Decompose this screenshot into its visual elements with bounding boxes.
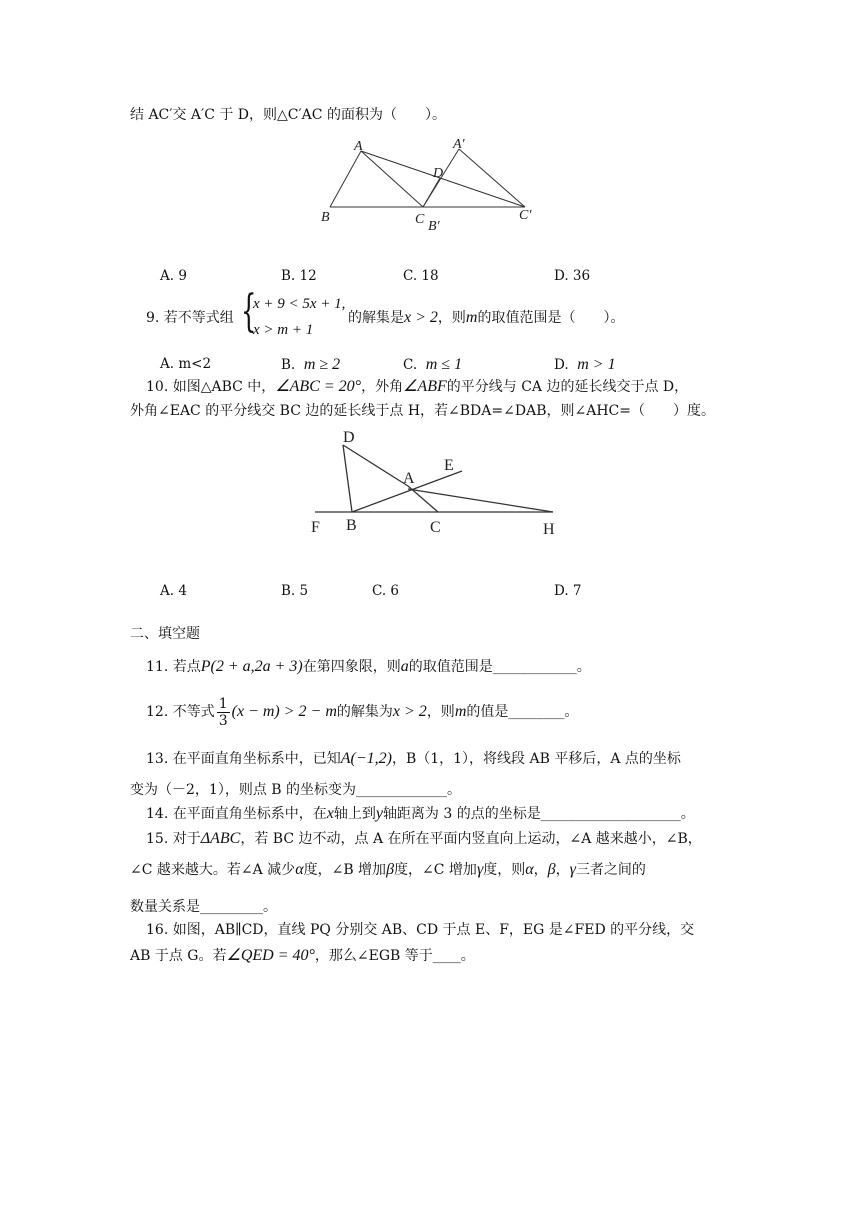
q9-brace: {: [241, 286, 257, 337]
q9-option-c: C. m ≤ 1: [403, 356, 463, 373]
q9-suffix-b: 的取值范围是（ ）。: [477, 310, 625, 326]
fig1-label-a: A: [354, 139, 363, 154]
q12: 12. 不等式 $\frac{1}{3}$ (x − m) > 2 − m的解集为x > 2，则m的值是________。: [146, 695, 579, 729]
fig1-label-c-prime: C′: [519, 208, 532, 223]
q8-option-c: C. 18: [403, 268, 439, 284]
fig1-label-b-prime: B′: [428, 219, 440, 234]
q9-option-b: B. m ≥ 2: [281, 356, 341, 373]
q15-line1: 15. 对于ΔABC，若 BC 边不动，点 A 在所在平面内竖直向上运动，∠A 越来越小，∠B，: [146, 830, 702, 847]
fig2-label-a: A: [403, 470, 415, 487]
q10-option-d: D. 7: [554, 583, 582, 599]
q11: 11. 若点P(2 + a,2a + 3)在第四象限，则a的取值范围是____________。: [146, 658, 591, 675]
q9-suffix-a: ，则: [437, 310, 466, 326]
q9-option-d: D. m > 1: [554, 356, 616, 373]
fig1-label-d: D: [433, 166, 444, 181]
q15-line2: ∠C 越来越大。若∠A 减少α度，∠B 增加β度，∠C 增加γ度，则α，β，γ三者之间的: [130, 861, 646, 878]
q16-line2: AB 于点 G。若∠QED = 40°，那么∠EGB 等于____。: [130, 947, 475, 964]
q9-mid: 的解集是: [348, 310, 404, 326]
fig2-label-h: H: [543, 521, 555, 538]
q8-option-a: A. 9: [160, 268, 187, 284]
figure-q10: [305, 425, 575, 545]
section-heading-fill-in: 二、填空题: [130, 626, 200, 642]
q9-option-a: A. m<2: [160, 356, 212, 372]
fig1-label-a-prime: A′: [453, 137, 465, 152]
fig2-label-f: F: [311, 519, 320, 536]
q8-option-d: D. 36: [554, 268, 591, 284]
q9-ineq2: x > m + 1: [253, 322, 314, 338]
q9-body: [348, 308, 624, 328]
q16-line1: 16. 如图，AB∥CD，直线 PQ 分别交 AB、CD 于点 E、F，EG 是∠FED 的平分线，交: [146, 922, 695, 938]
figure-q8: [315, 135, 555, 245]
q13-line1: 13. 在平面直角坐标系中，已知A(−1,2)，B（1，1），将线段 AB 平移后，A 点的坐标: [146, 750, 681, 767]
q9-cond: x > 2: [404, 309, 438, 326]
q10-line2: 外角∠EAC 的平分线交 BC 边的延长线于点 H，若∠BDA=∠DAB，则∠AHC=（ ）度。: [130, 403, 715, 419]
q10-line1: 10. 如图△ABC 中，∠ABC = 20°，外角∠ABF的平分线与 CA 边的延长线交于点 D，: [146, 378, 689, 395]
fig2-label-b: B: [346, 517, 357, 534]
fig1-label-b: B: [321, 210, 330, 225]
q15-line3: 数量关系是_________。: [130, 899, 277, 915]
q9-ineq1: x + 9 < 5x + 1,: [253, 296, 346, 312]
fig2-label-e: E: [444, 457, 454, 474]
q8-option-b: B. 12: [281, 268, 317, 284]
q10-option-a: A. 4: [160, 583, 187, 599]
fig2-label-c: C: [430, 519, 441, 536]
q9-var: m: [465, 309, 478, 326]
q8-text: 结 AC′交 A′C 于 D，则△C′AC 的面积为（ ）。: [130, 107, 446, 123]
q10-option-b: B. 5: [281, 583, 309, 599]
q14: 14. 在平面直角坐标系中，在x轴上到y轴距离为 3 的点的坐标是____________________。: [146, 805, 695, 822]
q9-prefix: 9. 若不等式组: [146, 310, 234, 326]
q10-option-c: C. 6: [372, 583, 400, 599]
q13-line2: 变为（－2，1），则点 B 的坐标变为_____________。: [130, 782, 462, 798]
fig2-label-d: D: [343, 429, 355, 446]
fig1-label-c: C: [415, 212, 425, 227]
